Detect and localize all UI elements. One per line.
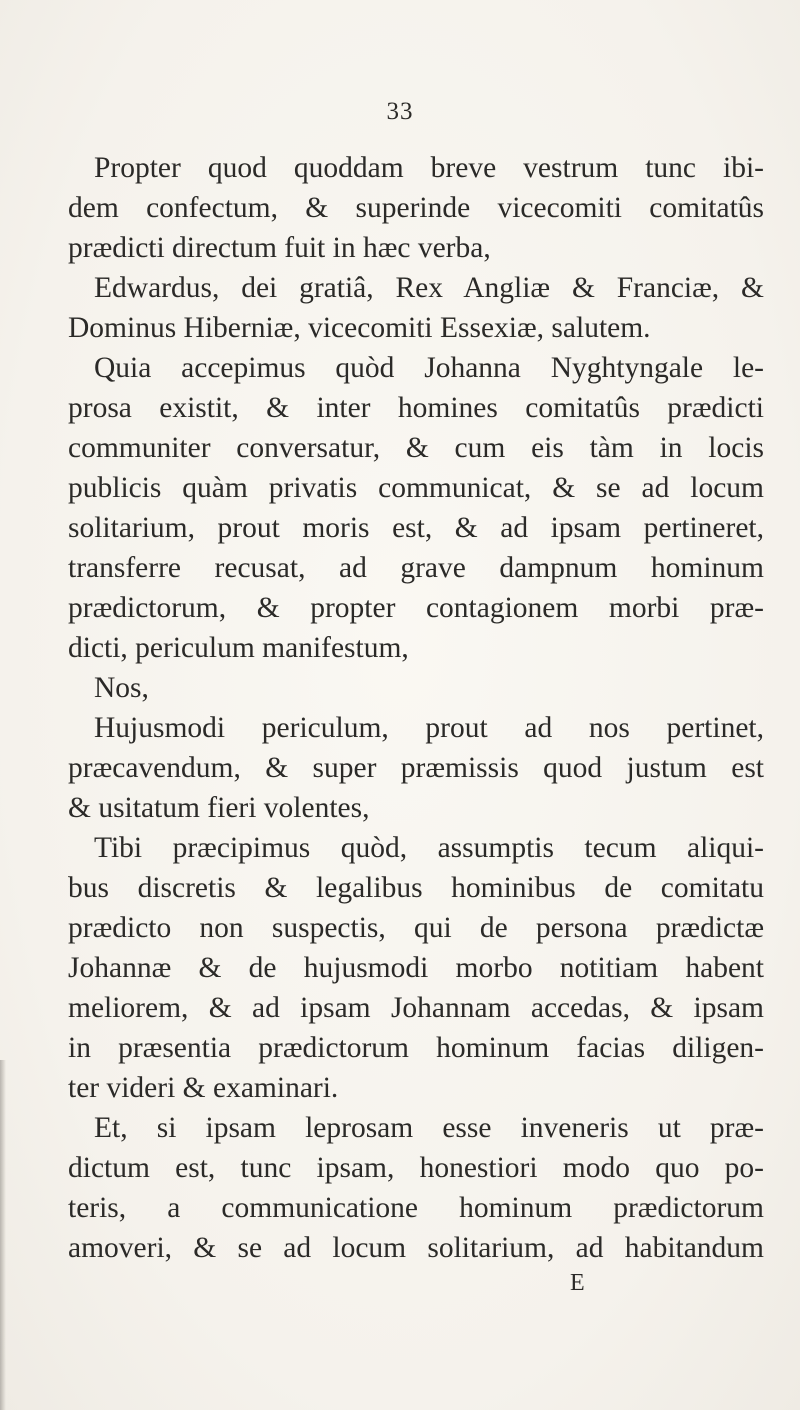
text-line-27: teris, a communicatione hominum prædictorum: [68, 1192, 764, 1224]
text-line-24: ter videri & examinari.: [68, 1072, 339, 1104]
text-line-13: dicti, periculum manifestum,: [68, 632, 409, 664]
text-line-14: Nos,: [94, 672, 149, 704]
text-line-16: præcavendum, & super præmissis quod justum est: [68, 752, 764, 784]
text-line-20: prædicto non suspectis, qui de persona prædictæ: [68, 912, 764, 944]
text-line-12: prædictorum, & propter contagionem morbi præ-: [68, 592, 764, 624]
text-line-7: prosa existit, & inter homines comitatûs prædicti: [68, 392, 764, 424]
text-line-15: Hujusmodi periculum, prout ad nos pertinet,: [94, 712, 764, 744]
page-number: 33: [386, 98, 414, 125]
text-line-18: Tibi præcipimus quòd, assumptis tecum aliqui-: [94, 832, 764, 864]
text-line-19: bus discretis & legalibus hominibus de comitatu: [68, 872, 764, 904]
catchword: E: [570, 1270, 585, 1296]
text-line-1: Propter quod quoddam breve vestrum tunc ibi-: [94, 152, 764, 184]
binding-edge-shadow: [0, 1060, 6, 1410]
text-line-4: Edwardus, dei gratiâ, Rex Angliæ & Franciæ, &: [94, 272, 764, 304]
text-line-11: transferre recusat, ad grave dampnum hominum: [68, 552, 764, 584]
text-line-26: dictum est, tunc ipsam, honestiori modo quo po-: [68, 1152, 764, 1184]
text-line-17: & usitatum fieri volentes,: [68, 792, 370, 824]
text-line-25: Et, si ipsam leprosam esse inveneris ut præ-: [94, 1112, 764, 1144]
text-line-5: Dominus Hiberniæ, vicecomiti Essexiæ, salutem.: [68, 312, 651, 344]
text-line-6: Quia accepimus quòd Johanna Nyghtyngale le-: [94, 352, 764, 384]
text-line-23: in præsentia prædictorum hominum facias diligen-: [68, 1032, 764, 1064]
text-line-21: Johannæ & de hujusmodi morbo notitiam habent: [68, 952, 764, 984]
text-line-10: solitarium, prout moris est, & ad ipsam pertineret,: [68, 512, 764, 544]
text-line-9: publicis quàm privatis communicat, & se ad locum: [68, 472, 764, 504]
text-line-22: meliorem, & ad ipsam Johannam accedas, & ipsam: [68, 992, 764, 1024]
text-line-28: amoveri, & se ad locum solitarium, ad habitandum: [68, 1232, 764, 1264]
text-line-8: communiter conversatur, & cum eis tàm in locis: [68, 432, 764, 464]
text-line-3: prædicti directum fuit in hæc verba,: [68, 232, 491, 264]
text-line-2: dem confectum, & superinde vicecomiti comitatûs: [68, 192, 764, 224]
